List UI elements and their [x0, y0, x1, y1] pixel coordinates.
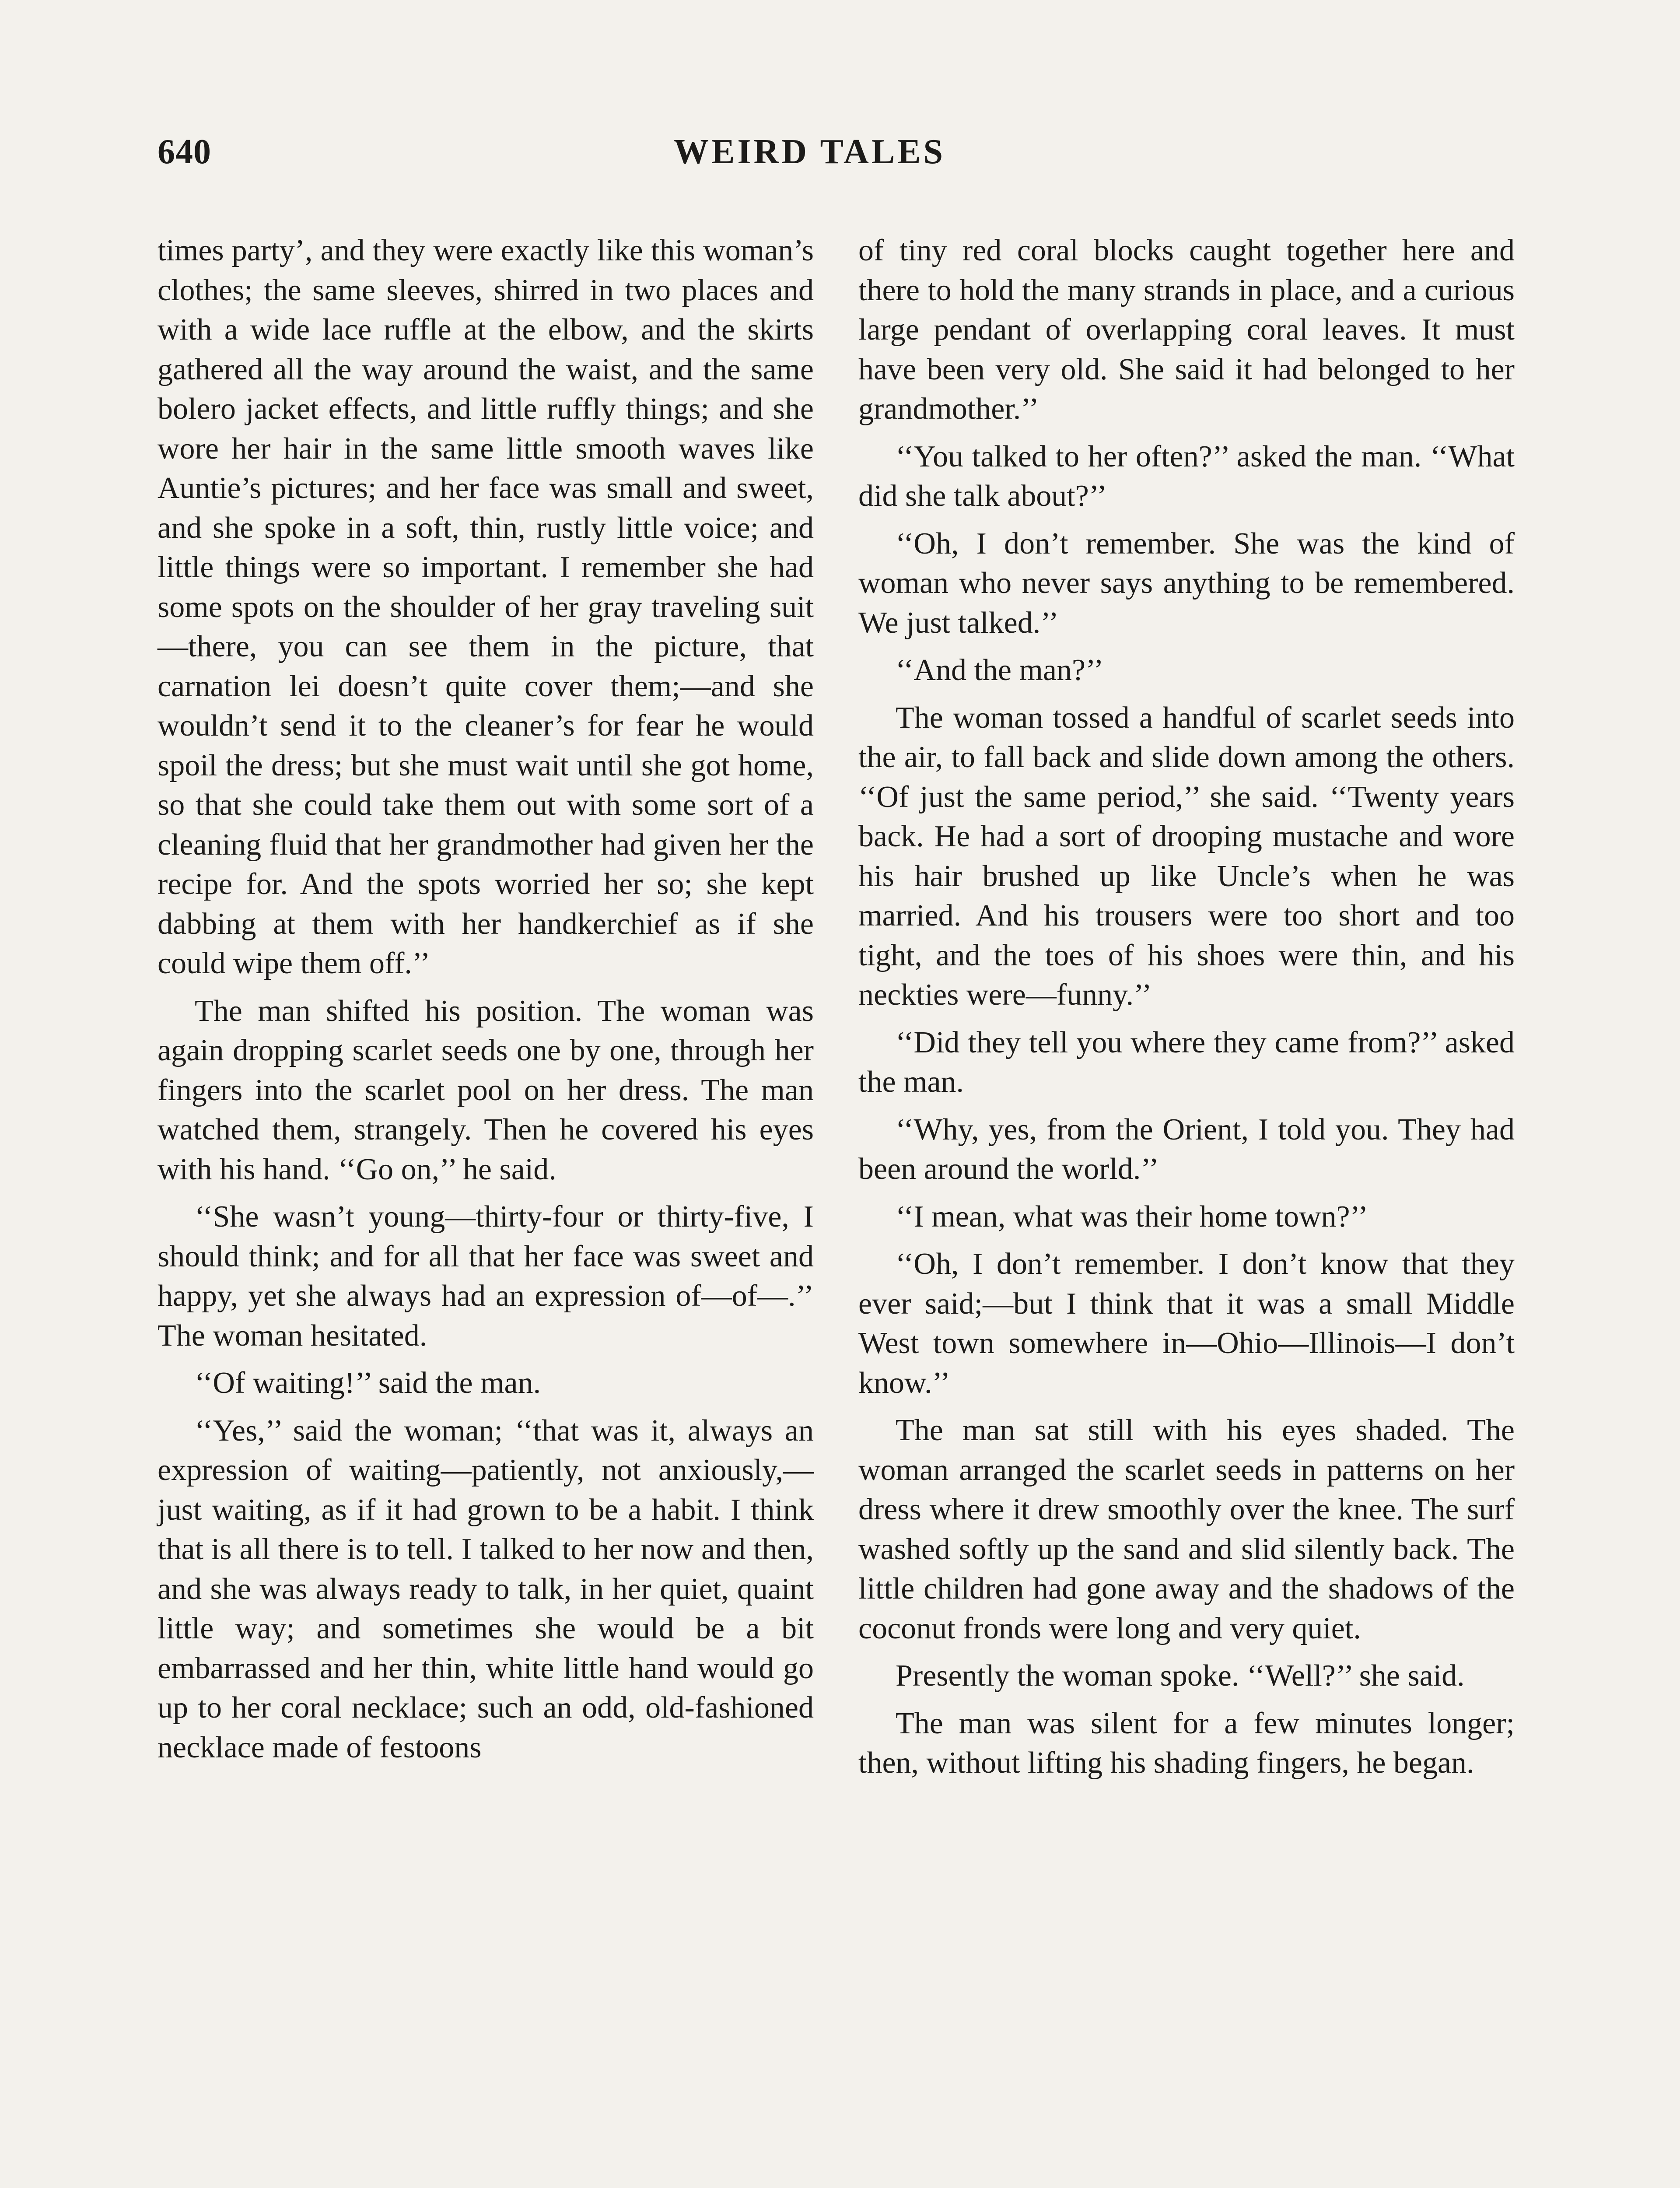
paragraph: ‘‘Why, yes, from the Orient, I told you. They had been around the world.’’: [858, 1112, 1515, 1186]
paragraph: ‘‘She wasn’t young—thirty-four or thirty-five, I should think; and for all that her face was sweet and happy, yet she always had an expression of—of—.’’ The woman hesitated.: [158, 1200, 814, 1353]
paragraph: ‘‘I mean, what was their home town?’’: [896, 1199, 1368, 1234]
paragraph: ‘‘You talked to her often?’’ asked the man. ‘‘What did she talk about?’’: [858, 439, 1515, 513]
paragraph: The man shifted his position. The woman was again dropping scarlet seeds one by one, through her fingers into the scarlet pool on her dress. The man watched them, strangely. Then he covered his eyes with his hand. ‘‘Go on,’’ he said.: [158, 994, 814, 1186]
paragraph: Presently the woman spoke. ‘‘Well?’’ she said.: [896, 1659, 1465, 1693]
paragraph: ‘‘Oh, I don’t remember. She was the kind of woman who never says anything to be remembered. We just talked.’’: [858, 526, 1515, 640]
page-number: 640: [158, 133, 211, 171]
paragraph: times party’, and they were exactly like this woman’s clothes; the same sleeves, shirred in two places and with a wide lace ruffle at the elbow, and the skirts gathered all the way around the waist, and the same bolero jacket effects, and little ruffly things; and she wore her hair in the same little smooth waves like Auntie’s pictures; and her face was small and sweet, and she spoke in a soft, thin, rustly little voice; and little things were so important. I remember she had some spots on the shoulder of her gray traveling suit—there, you can see them in the picture, that carnation lei doesn’t quite cover them;—and she wouldn’t send it to the cleaner’s for fear he would spoil the dress; but she must wait until she got home, so that she could take them out with some sort of a cleaning fluid that her grandmother had given her the recipe for. And the spots worried her so; she kept dabbing at them with her handkerchief as if she could wipe them off.’’: [158, 234, 814, 980]
paragraph: The man was silent for a few minutes longer; then, without lifting his shading fingers, he began.: [858, 1706, 1515, 1780]
running-head: WEIRD TALES: [674, 133, 945, 171]
paragraph: The man sat still with his eyes shaded. The woman arranged the scarlet seeds in patterns on her dress where it drew smoothly over the knee. The surf washed softly up the sand and slid silently back. The little children had gone away and the shadows of the coconut fronds were long and very quiet.: [858, 1413, 1515, 1645]
right-column: [858, 231, 1515, 1783]
paragraph: ‘‘And the man?’’: [896, 653, 1104, 687]
paragraph: ‘‘Of waiting!’’ said the man.: [195, 1366, 541, 1400]
paragraph: ‘‘Yes,’’ said the woman; ‘‘that was it, always an expression of waiting—patiently, not anxiously,—just waiting, as if it had grown to be a habit. I think that is all there is to tell. I talked to her now and then, and she was always ready to talk, in her quiet, quaint little way; and sometimes she would be a bit embarrassed and her thin, white little hand would go up to her coral necklace; such an odd, old-fashioned necklace made of festoons: [158, 1413, 814, 1764]
paragraph: The woman tossed a handful of scarlet seeds into the air, to fall back and slide down among the others. ‘‘Of just the same period,’’ she said. ‘‘Twenty years back. He had a sort of drooping mustache and wore his hair brushed up like Uncle’s when he was married. And his trousers were too short and too tight, and the toes of his shoes were thin, and his neckties were—funny.’’: [858, 701, 1515, 1012]
left-column: [158, 231, 814, 1767]
paragraph: of tiny red coral blocks caught together here and there to hold the many strands in place, and a curious large pendant of overlapping coral leaves. It must have been very old. She said it had belonged to her grandmother.’’: [858, 234, 1515, 426]
paragraph: ‘‘Did they tell you where they came from?’’ asked the man.: [858, 1025, 1515, 1099]
paragraph: ‘‘Oh, I don’t remember. I don’t know that they ever said;—but I think that it was a small Middle West town somewhere in—Ohio—Illinois—I don’t know.’’: [858, 1247, 1515, 1400]
